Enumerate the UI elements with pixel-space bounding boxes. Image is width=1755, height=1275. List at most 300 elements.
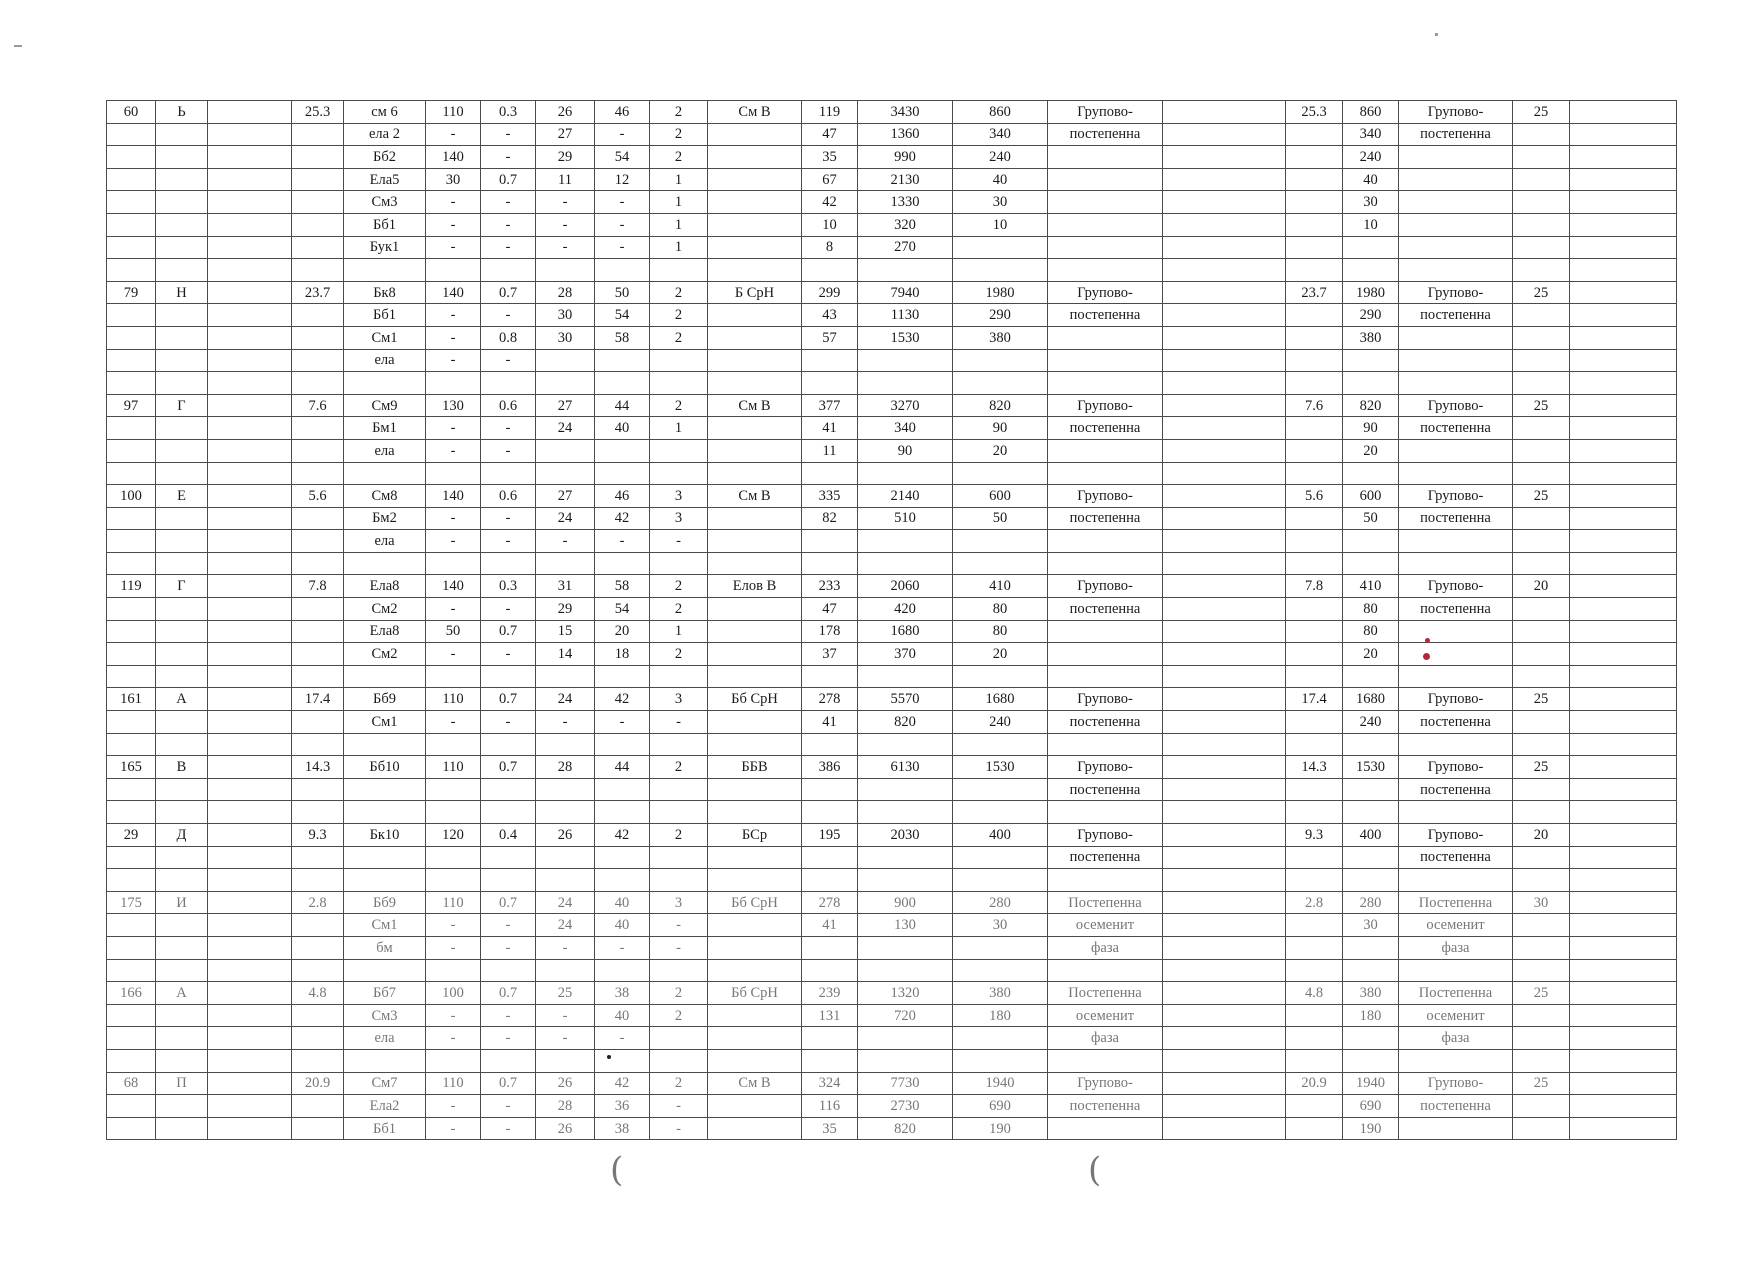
table-cell [156, 1027, 208, 1050]
table-cell: 17.4 [292, 688, 344, 711]
table-cell [1048, 1117, 1163, 1140]
table-cell: - [481, 417, 536, 440]
table-cell [1570, 575, 1677, 598]
table-cell [426, 846, 481, 869]
table-cell [1570, 1027, 1677, 1050]
table-cell: 2030 [858, 824, 953, 847]
table-cell: 400 [1343, 824, 1399, 847]
table-cell [292, 530, 344, 553]
table-cell [1513, 552, 1570, 575]
table-cell: Ела8 [344, 575, 426, 598]
table-cell [292, 372, 344, 395]
table-cell: 510 [858, 507, 953, 530]
table-cell [292, 936, 344, 959]
table-cell: 5570 [858, 688, 953, 711]
table-cell: 1 [650, 168, 708, 191]
table-cell [536, 439, 595, 462]
table-cell: 20 [953, 439, 1048, 462]
table-cell [1286, 349, 1343, 372]
table-cell: - [481, 146, 536, 169]
table-cell [1343, 552, 1399, 575]
table-cell [156, 778, 208, 801]
table-cell: - [481, 191, 536, 214]
table-cell [292, 191, 344, 214]
table-cell: 25 [1513, 101, 1570, 124]
table-cell: постепенна [1048, 778, 1163, 801]
table-cell [536, 801, 595, 824]
table-cell: 116 [802, 1095, 858, 1118]
table-cell [1048, 801, 1163, 824]
table-row [107, 507, 1677, 530]
table-cell [107, 1004, 156, 1027]
table-cell [208, 326, 292, 349]
table-cell [208, 123, 292, 146]
table-cell [1343, 372, 1399, 395]
table-cell [708, 778, 802, 801]
table-cell [595, 259, 650, 282]
table-cell: См3 [344, 191, 426, 214]
table-cell: 1980 [1343, 281, 1399, 304]
table-cell [208, 349, 292, 372]
table-cell [1513, 1117, 1570, 1140]
table-cell [292, 643, 344, 666]
table-cell [1513, 778, 1570, 801]
table-cell: - [536, 711, 595, 734]
table-cell [1570, 123, 1677, 146]
table-cell [1163, 394, 1286, 417]
table-cell: Д [156, 824, 208, 847]
table-cell: 2 [650, 304, 708, 327]
table-cell [1570, 417, 1677, 440]
table-cell [1570, 688, 1677, 711]
table-cell: - [481, 1004, 536, 1027]
table-cell [292, 236, 344, 259]
table-cell: 24 [536, 417, 595, 440]
table-cell: 35 [802, 146, 858, 169]
table-cell [156, 733, 208, 756]
table-cell [953, 665, 1048, 688]
table-cell: 1 [650, 213, 708, 236]
table-cell: 25 [536, 982, 595, 1005]
table-cell: 100 [426, 982, 481, 1005]
table-cell [156, 620, 208, 643]
table-cell: - [595, 191, 650, 214]
table-cell: осеменит [1048, 914, 1163, 937]
table-cell: см 6 [344, 101, 426, 124]
table-cell [708, 146, 802, 169]
table-cell: 24 [536, 914, 595, 937]
table-cell: 30 [953, 191, 1048, 214]
table-cell [156, 372, 208, 395]
table-cell: 278 [802, 891, 858, 914]
table-cell [1570, 236, 1677, 259]
table-row [107, 891, 1677, 914]
table-cell: 165 [107, 756, 156, 779]
table-cell [708, 123, 802, 146]
table-cell [481, 462, 536, 485]
table-cell: Бб1 [344, 213, 426, 236]
table-cell [1343, 259, 1399, 282]
table-cell [536, 846, 595, 869]
table-row [107, 711, 1677, 734]
table-cell: 600 [1343, 485, 1399, 508]
table-cell [1048, 326, 1163, 349]
table-cell: Бб2 [344, 146, 426, 169]
table-cell: осеменит [1048, 1004, 1163, 1027]
table-cell [595, 1049, 650, 1072]
table-cell: 386 [802, 756, 858, 779]
table-cell [858, 665, 953, 688]
table-cell: 233 [802, 575, 858, 598]
table-cell [107, 191, 156, 214]
table-cell [292, 778, 344, 801]
table-cell [1048, 191, 1163, 214]
table-cell [708, 598, 802, 621]
forest-inventory-table [106, 100, 1677, 1140]
table-cell [1163, 372, 1286, 395]
table-cell: 80 [953, 620, 1048, 643]
table-cell: ела 2 [344, 123, 426, 146]
table-cell [1570, 778, 1677, 801]
table-cell: 44 [595, 394, 650, 417]
table-cell [107, 801, 156, 824]
table-cell [708, 1004, 802, 1027]
table-cell [1570, 191, 1677, 214]
table-cell [595, 801, 650, 824]
table-cell: 2 [650, 146, 708, 169]
table-cell [156, 462, 208, 485]
table-cell: - [426, 711, 481, 734]
table-cell [208, 711, 292, 734]
table-cell [107, 146, 156, 169]
table-cell [708, 1095, 802, 1118]
table-cell [1048, 620, 1163, 643]
table-cell [156, 123, 208, 146]
table-cell [426, 733, 481, 756]
table-cell: ела [344, 349, 426, 372]
table-cell [1513, 620, 1570, 643]
table-cell [1399, 1117, 1513, 1140]
table-cell [858, 733, 953, 756]
table-cell: - [650, 530, 708, 553]
table-cell: 28 [536, 1095, 595, 1118]
table-cell: 54 [595, 598, 650, 621]
table-cell [107, 213, 156, 236]
table-cell: Групово- [1048, 824, 1163, 847]
table-cell [208, 394, 292, 417]
table-cell: 324 [802, 1072, 858, 1095]
table-cell [1513, 259, 1570, 282]
table-cell [107, 462, 156, 485]
table-cell: 2 [650, 982, 708, 1005]
table-cell: - [650, 936, 708, 959]
table-cell [1399, 620, 1513, 643]
table-cell: 2.8 [292, 891, 344, 914]
table-cell [708, 846, 802, 869]
table-cell [1286, 1095, 1343, 1118]
table-cell [1513, 439, 1570, 462]
table-cell [650, 869, 708, 892]
table-cell [292, 326, 344, 349]
table-cell: 166 [107, 982, 156, 1005]
table-cell: 9.3 [292, 824, 344, 847]
table-cell: 1360 [858, 123, 953, 146]
table-cell: 720 [858, 1004, 953, 1027]
table-cell [426, 959, 481, 982]
table-cell [1048, 372, 1163, 395]
table-row [107, 462, 1677, 485]
table-cell: 3 [650, 507, 708, 530]
table-cell [1343, 530, 1399, 553]
table-cell: 2 [650, 643, 708, 666]
table-cell: 42 [595, 688, 650, 711]
table-cell [1163, 1095, 1286, 1118]
table-cell [858, 552, 953, 575]
table-cell: 2 [650, 281, 708, 304]
table-cell [1343, 778, 1399, 801]
table-cell [1286, 846, 1343, 869]
table-cell: - [426, 326, 481, 349]
table-cell [1163, 801, 1286, 824]
table-cell: 2130 [858, 168, 953, 191]
table-cell [1513, 733, 1570, 756]
table-cell [536, 462, 595, 485]
table-cell: - [536, 191, 595, 214]
table-cell [156, 846, 208, 869]
table-cell [1513, 530, 1570, 553]
table-cell: 4.8 [1286, 982, 1343, 1005]
table-cell: - [650, 1095, 708, 1118]
table-cell: 29 [536, 598, 595, 621]
table-cell [953, 733, 1048, 756]
table-cell: Н [156, 281, 208, 304]
table-cell: Бб9 [344, 688, 426, 711]
table-cell: постепенна [1399, 123, 1513, 146]
table-cell: 42 [595, 1072, 650, 1095]
table-cell [1513, 213, 1570, 236]
table-cell [208, 213, 292, 236]
table-cell: 0.3 [481, 101, 536, 124]
table-cell: 44 [595, 756, 650, 779]
table-row [107, 394, 1677, 417]
table-cell [1286, 914, 1343, 937]
table-cell [858, 259, 953, 282]
table-cell: Бк10 [344, 824, 426, 847]
table-cell [1343, 236, 1399, 259]
red-ink-mark [1425, 638, 1430, 643]
table-cell [1570, 304, 1677, 327]
table-cell: 31 [536, 575, 595, 598]
table-cell [802, 552, 858, 575]
table-cell [107, 372, 156, 395]
table-cell [1163, 485, 1286, 508]
table-cell: - [481, 439, 536, 462]
table-row [107, 326, 1677, 349]
table-cell [156, 213, 208, 236]
table-cell [1570, 1004, 1677, 1027]
table-row [107, 485, 1677, 508]
table-cell [1343, 1027, 1399, 1050]
table-cell: 24 [536, 688, 595, 711]
table-row [107, 439, 1677, 462]
table-cell: 240 [1343, 146, 1399, 169]
table-row [107, 982, 1677, 1005]
table-cell [1570, 394, 1677, 417]
table-cell: 2 [650, 394, 708, 417]
table-cell: 90 [953, 417, 1048, 440]
table-cell: 3 [650, 485, 708, 508]
table-cell [708, 1027, 802, 1050]
table-cell: 23.7 [292, 281, 344, 304]
table-cell [1163, 1117, 1286, 1140]
table-cell [1343, 1049, 1399, 1072]
table-cell [708, 462, 802, 485]
table-cell: Ела5 [344, 168, 426, 191]
table-cell [156, 665, 208, 688]
table-cell [292, 552, 344, 575]
table-cell [708, 1117, 802, 1140]
table-cell: Групово- [1399, 688, 1513, 711]
table-cell: 2 [650, 1004, 708, 1027]
table-row [107, 530, 1677, 553]
table-cell [208, 914, 292, 937]
table-cell [1163, 643, 1286, 666]
table-cell [708, 552, 802, 575]
table-cell [595, 665, 650, 688]
table-cell [650, 349, 708, 372]
table-cell: постепенна [1048, 417, 1163, 440]
table-row [107, 846, 1677, 869]
scan-speck [1435, 33, 1438, 36]
table-cell [650, 462, 708, 485]
table-cell [1343, 959, 1399, 982]
table-cell: 58 [595, 326, 650, 349]
table-cell [1399, 146, 1513, 169]
table-cell [107, 1027, 156, 1050]
table-cell [292, 665, 344, 688]
table-row [107, 688, 1677, 711]
table-cell: постепенна [1048, 304, 1163, 327]
table-cell: 50 [953, 507, 1048, 530]
table-cell: 42 [595, 824, 650, 847]
table-cell: 97 [107, 394, 156, 417]
table-cell: 370 [858, 643, 953, 666]
table-cell: 40 [595, 417, 650, 440]
table-cell: 41 [802, 711, 858, 734]
table-row [107, 259, 1677, 282]
table-row [107, 304, 1677, 327]
table-cell [208, 552, 292, 575]
table-cell [1513, 507, 1570, 530]
table-cell [344, 462, 426, 485]
table-cell: 410 [1343, 575, 1399, 598]
table-cell [650, 372, 708, 395]
table-cell: 30 [536, 326, 595, 349]
table-cell [107, 846, 156, 869]
table-cell: 8 [802, 236, 858, 259]
table-cell: 90 [858, 439, 953, 462]
table-cell [1286, 417, 1343, 440]
table-cell: 10 [802, 213, 858, 236]
table-cell: См В [708, 1072, 802, 1095]
table-cell [156, 552, 208, 575]
table-cell [953, 552, 1048, 575]
table-cell [1399, 462, 1513, 485]
table-cell: 7.6 [1286, 394, 1343, 417]
table-cell [858, 530, 953, 553]
table-cell [1570, 462, 1677, 485]
table-cell: 190 [953, 1117, 1048, 1140]
table-cell [858, 959, 953, 982]
table-cell [107, 123, 156, 146]
table-row [107, 1072, 1677, 1095]
table-cell: 820 [953, 394, 1048, 417]
table-cell: постепенна [1399, 417, 1513, 440]
table-cell [1163, 598, 1286, 621]
table-cell [292, 620, 344, 643]
table-cell [107, 959, 156, 982]
table-cell: 240 [953, 146, 1048, 169]
table-cell [953, 259, 1048, 282]
table-cell [156, 1004, 208, 1027]
table-cell [107, 620, 156, 643]
table-cell [708, 304, 802, 327]
table-cell: 0.7 [481, 688, 536, 711]
table-cell [708, 1049, 802, 1072]
table-cell: - [426, 1004, 481, 1027]
table-cell: 1 [650, 417, 708, 440]
table-cell [1163, 914, 1286, 937]
table-cell: Елов В [708, 575, 802, 598]
table-cell: 40 [953, 168, 1048, 191]
table-cell [595, 733, 650, 756]
table-cell [708, 168, 802, 191]
table-cell: 0.6 [481, 485, 536, 508]
table-cell: 2 [650, 101, 708, 124]
table-cell: 0.7 [481, 281, 536, 304]
table-cell: 82 [802, 507, 858, 530]
table-cell [1399, 552, 1513, 575]
table-cell: Групово- [1399, 394, 1513, 417]
table-cell [708, 936, 802, 959]
table-cell [156, 1117, 208, 1140]
table-cell [1570, 168, 1677, 191]
table-cell: 46 [595, 485, 650, 508]
table-cell [1513, 123, 1570, 146]
table-cell: 110 [426, 756, 481, 779]
table-cell: См9 [344, 394, 426, 417]
table-cell [536, 259, 595, 282]
table-cell [156, 1095, 208, 1118]
table-cell [1286, 620, 1343, 643]
table-cell: 80 [1343, 620, 1399, 643]
table-cell [208, 620, 292, 643]
table-cell: В [156, 756, 208, 779]
table-cell: 41 [802, 417, 858, 440]
table-cell: 0.7 [481, 756, 536, 779]
table-cell: 299 [802, 281, 858, 304]
table-cell [1286, 869, 1343, 892]
table-cell: 20 [1343, 439, 1399, 462]
table-cell [107, 507, 156, 530]
table-cell [802, 869, 858, 892]
table-cell: 0.7 [481, 1072, 536, 1095]
table-cell: - [481, 936, 536, 959]
table-cell: Групово- [1399, 575, 1513, 598]
table-cell [208, 1072, 292, 1095]
table-cell: - [595, 1027, 650, 1050]
table-cell: 20.9 [1286, 1072, 1343, 1095]
